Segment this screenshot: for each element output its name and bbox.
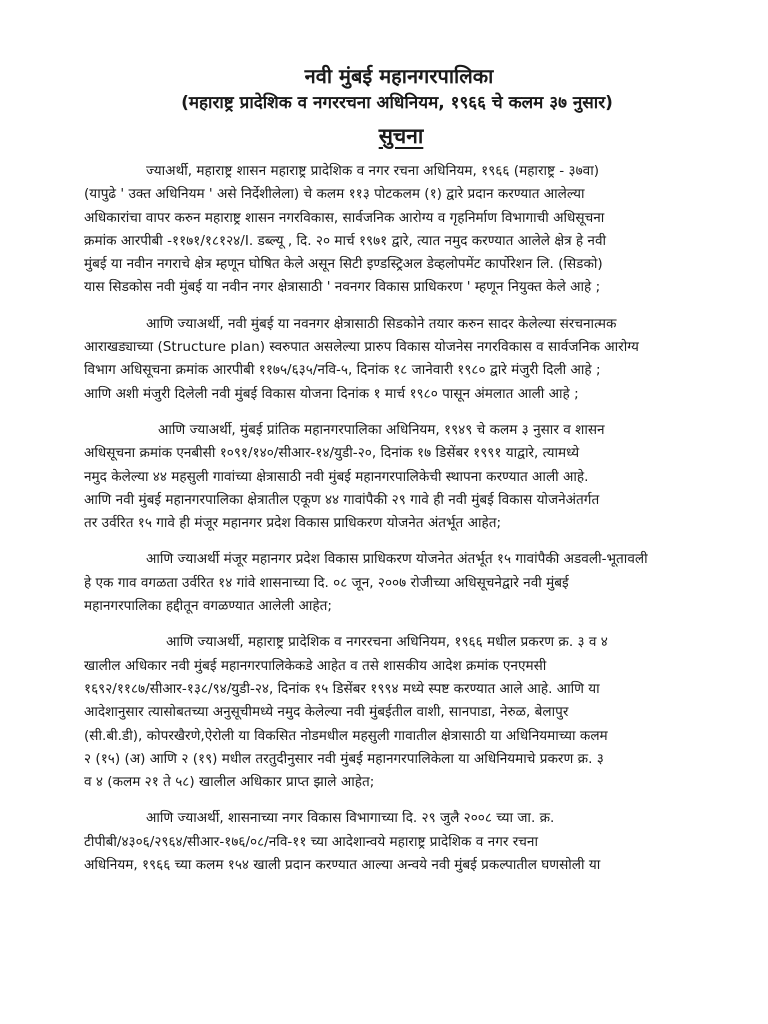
paragraph-line: अधिनियम, १९६६ च्या कलम १५४ खाली प्रदान करण्यात आल्या अन्वये नवी मुंबई प्रकल्पातील घणसोली या <box>84 857 601 874</box>
paragraph-3 <box>84 419 710 535</box>
document-subtitle: (महाराष्ट्र प्रादेशिक व नगररचना अधिनियम, १९६६ चे कलम ३७ नुसार) <box>181 93 613 113</box>
document-header <box>84 62 710 160</box>
paragraph-line: महानगरपालिका हद्दीतून वगळण्यात आलेली आहेत; <box>84 598 332 615</box>
paragraph-line: अधिसूचना क्रमांक एनबीसी १०९१/१४०/सीआर-१४/युडी-२०, दिनांक १७ डिसेंबर १९९१ याद्वारे, त्यामध्ये <box>84 445 580 462</box>
paragraph-line: विभाग अधिसूचना क्रमांक आरपीबी ११७५/६३५/नवि-५, दिनांक १८ जानेवारी १९८० द्वारे मंजुरी दिली आहे ; <box>84 362 601 379</box>
paragraph-line: २ (१५) (अ) आणि २ (१९) मधील तरतुदीनुसार नवी मुंबई महानगरपालिकेला या अधिनियमाचे प्रकरण क्र. ३ <box>84 750 604 767</box>
paragraph-line: अधिकारांचा वापर करुन महाराष्ट्र शासन नगरविकास, सार्वजनिक आरोग्य व गृहनिर्माण विभागाची अधिसूचना <box>84 209 605 226</box>
paragraph-line: खालील अधिकार नवी मुंबई महानगरपालिकेकडे आहेत व तसे शासकीय आदेश क्रमांक एनएमसी <box>84 657 547 674</box>
paragraph-line: आदेशानुसार त्यासोबतच्या अनुसूचीमध्ये नमुद केलेल्या नवी मुंबईतील वाशी, सानपाडा, नेरुळ, बेलापुर <box>84 704 569 721</box>
paragraph-5 <box>84 631 710 794</box>
paragraph-line: आणि ज्याअर्थी, नवी मुंबई या नवनगर क्षेत्रासाठी सिडकोने तयार करुन सादर केलेल्या संरचनात्मक <box>146 315 617 332</box>
notice-heading: सुचना <box>378 124 424 148</box>
paragraph-line: १६९२/११८७/सीआर-१३८/९४/युडी-२४, दिनांक १५ डिसेंबर १९९४ मध्ये स्पष्ट करण्यात आले आहे. आणि या <box>84 680 600 697</box>
paragraph-line: (सी.बी.डी), कोपरखैरणे,ऐरोली या विकसित नोडमधील महसुली गावातील क्षेत्रासाठी या अधिनियमाच्या कलम <box>84 727 608 744</box>
paragraph-line: यास सिडकोस नवी मुंबई या नवीन नगर क्षेत्रासाठी ' नवनगर विकास प्राधिकरण ' म्हणून नियुक्त केले आहे ; <box>84 279 601 296</box>
paragraph-line: आणि ज्याअर्थी मंजूर महानगर प्रदेश विकास प्राधिकरण योजनेत अंतर्भूत १५ गावांपैकी अडवली-भूतावली <box>146 551 648 568</box>
paragraph-line: व ४ (कलम २१ ते ५८) खालील अधिकार प्राप्त झाले आहेत; <box>84 774 375 791</box>
paragraph-line: तर उर्वरित १५ गावे ही मंजूर महानगर प्रदेश विकास प्राधिकरण योजनेत अंतर्भूत आहेत; <box>84 515 502 532</box>
paragraph-2 <box>84 313 710 406</box>
paragraph-line: हे एक गाव वगळता उर्वरित १४ गांवे शासनाच्या दि. ०८ जून, २००७ रोजीच्या अधिसूचनेद्वारे नवी मुंबई <box>84 574 569 591</box>
paragraph-4 <box>84 548 710 618</box>
paragraph-line: आणि ज्याअर्थी, मुंबई प्रांतिक महानगरपालिका अधिनियम, १९४९ चे कलम ३ नुसार व शासन <box>158 421 605 438</box>
paragraph-line: नमुद केलेल्या ४४ महसुली गावांच्या क्षेत्रासाठी नवी मुंबई महानगरपालिकेची स्थापना करण्यात आली आहे. <box>84 468 589 485</box>
paragraph-line: आणि ज्याअर्थी, शासनाच्या नगर विकास विभागाच्या दि. २९ जुलै २००८ च्या जा. क्र. <box>146 810 555 827</box>
paragraph-6 <box>84 807 710 877</box>
paragraph-line: (यापुढे ' उक्त अधिनियम ' असे निर्देशीलेला) चे कलम ११३ पोटकलम (१) द्वारे प्रदान करण्यात आलेल्या <box>84 186 585 203</box>
paragraph-line: आराखड्याच्या (Structure plan) स्वरुपात असलेल्या प्रारुप विकास योजनेस नगरविकास व सार्वजनिक आरोग्य <box>84 339 639 356</box>
document-body <box>84 160 710 877</box>
paragraph-line: आणि नवी मुंबई महानगरपालिका क्षेत्रातील एकूण ४४ गावांपैकी २९ गावे ही नवी मुंबई विकास योजनेअंतर्गत <box>84 491 600 508</box>
paragraph-line: क्रमांक आरपीबी -११७१/१८१२४/I. डब्ल्यू , दि. २० मार्च १९७१ द्वारे, त्यात नमुद करण्यात आलेले क्षेत्र हे नवी <box>84 232 607 249</box>
paragraph-line: मुंबई या नवीन नगराचे क्षेत्र म्हणून घोषित केले असून सिटी इण्डस्ट्रिअल डेव्हलोपमेंट कार्पोरेशन लि. (सिडको) <box>84 256 603 273</box>
paragraph-line: ज्याअर्थी, महाराष्ट्र शासन महाराष्ट्र प्रादेशिक व नगर रचना अधिनियम, १९६६ (महाराष्ट्र - ३७वा) <box>146 163 600 179</box>
paragraph-1 <box>84 160 710 300</box>
paragraph-line: टीपीबी/४३०६/२९६४/सीआर-१७६/०८/नवि-११ च्या आदेशान्वये महाराष्ट्र प्रादेशिक व नगर रचना <box>84 833 538 850</box>
document-title: नवी मुंबई महानगरपालिका <box>304 64 494 88</box>
paragraph-line: आणि ज्याअर्थी, महाराष्ट्र प्रादेशिक व नगररचना अधिनियम, १९६६ मधील प्रकरण क्र. ३ व ४ <box>166 634 608 651</box>
paragraph-line: आणि अशी मंजुरी दिलेली नवी मुंबई विकास योजना दिनांक १ मार्च १९८० पासून अंमलात आली आहे ; <box>84 385 579 402</box>
